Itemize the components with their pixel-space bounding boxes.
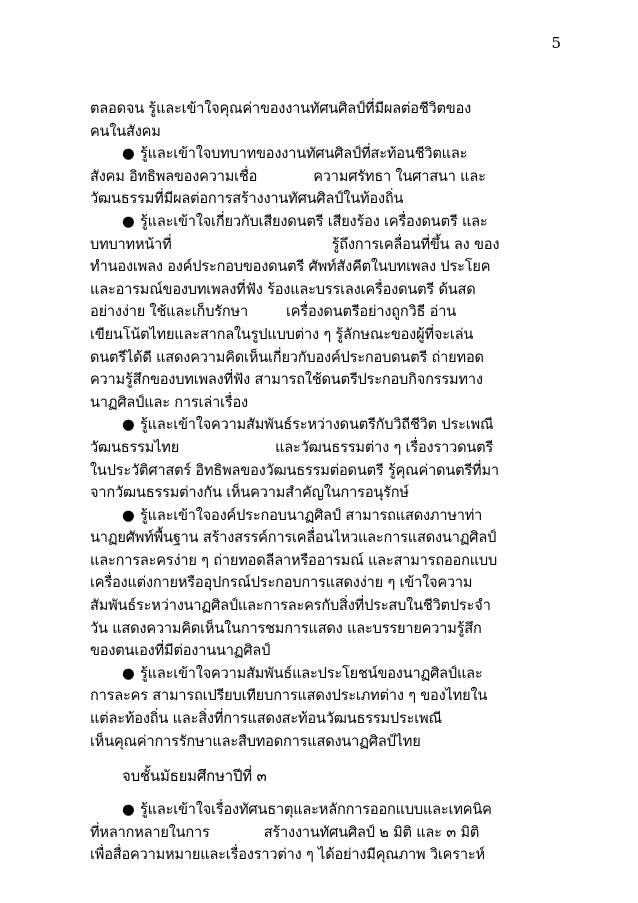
text-line: เห็นคุณค่าการรักษาและสืบทอดการแสดงนาฏศิลป์ไทย — [90, 732, 421, 750]
text-line-split — [90, 301, 558, 324]
text-line: การละคร สามารถเปรียบเทียบการแสดงประเภทต่าง ๆ ของไทยใน — [90, 687, 488, 705]
text-line: จากวัฒนธรรมต่างกัน เห็นความสำคัญในการอนุรักษ์ — [90, 484, 409, 502]
text-line-split — [90, 822, 558, 845]
text-line: คนในสังคม — [90, 122, 161, 140]
text-line: สัมพันธ์ระหว่างนาฏศิลป์และการละครกับสิ่งที่ประสบในชีวิตประจำ — [90, 597, 491, 615]
text-line: รู้และเข้าใจเรื่องทัศนธาตุและหลักการออกแบบและเทคนิค — [140, 801, 492, 819]
document-body — [90, 98, 558, 867]
text-segment: สังคม อิทธิพลของความเชื่อ — [90, 167, 258, 185]
text-segment: บทบาทหน้าที่ — [90, 235, 172, 253]
text-line: และการละครง่าย ๆ ถ่ายทอดลีลาหรืออารมณ์ และสามารถออกแบบ — [90, 551, 498, 569]
text-line: ความรู้สึกของบทเพลงที่ฟัง สามารถใช้ดนตรีประกอบกิจกรรมทาง — [90, 371, 483, 389]
text-line: เขียนโน้ตไทยและสากลในรูปแบบต่าง ๆ รู้ลักษณะของผู้ที่จะเล่น — [90, 325, 474, 343]
bullet-icon: ● — [122, 664, 135, 682]
text-line: นาฏศิลป์และ การเล่าเรื่อง — [90, 393, 248, 411]
text-line: เพื่อสื่อความหมายและเรื่องราวต่าง ๆ ได้อย่างมีคุณภาพ วิเคราะห์ — [90, 846, 485, 864]
text-segment: รู้ถึงการเคลื่อนที่ขึ้น ลง ของ — [331, 235, 500, 253]
bullet-item-music-culture — [90, 414, 558, 437]
bullet-item-dance-elements — [90, 505, 558, 528]
text-line: และอารมณ์ของบทเพลงที่ฟัง ร้องและบรรเลงเครื่องดนตรี ด้นสด — [90, 280, 476, 298]
text-line: รู้และเข้าใจเกี่ยวกับเสียงดนตรี เสียงร้อง เครื่องดนตรี และ — [140, 212, 488, 230]
bullet-item-visual-art-roles — [90, 143, 558, 166]
bullet-icon: ● — [122, 506, 135, 524]
bullet-item-visual-elements — [90, 799, 558, 822]
text-line: ตลอดจน รู้และเข้าใจคุณค่าของงานทัศนศิลป์ที่มีผลต่อชีวิตของ — [90, 100, 472, 117]
text-segment: ความศรัทธา ในศาสนา และ — [313, 167, 486, 185]
text-line: ของตนเองที่มีต่องานนาฏศิลป์ — [90, 642, 271, 660]
bullet-item-music — [90, 211, 558, 234]
text-line: วัฒนธรรมที่มีผลต่อการสร้างงานทัศนศิลป์ในท้องถิ่น — [90, 190, 404, 208]
text-line: รู้และเข้าใจความสัมพันธ์และประโยชน์ของนาฏศิลป์และ — [140, 664, 483, 682]
text-line: รู้และเข้าใจองค์ประกอบนาฏศิลป์ สามารถแสดงภาษาท่า — [140, 506, 483, 524]
text-line: แต่ละท้องถิ่น และสิ่งที่การแสดงสะท้อนวัฒนธรรมประเพณี — [90, 710, 442, 728]
text-line: ในประวัติศาสตร์ อิทธิพลของวัฒนธรรมต่อดนตรี รู้คุณค่าดนตรีที่มา — [90, 461, 499, 479]
text-line: นาฏยศัพท์พื้นฐาน สร้างสรรค์การเคลื่อนไหวและการแสดงนาฏศิลป์ — [90, 529, 497, 547]
text-segment: เครื่องดนตรีอย่างถูกวิธี อ่าน — [285, 303, 456, 321]
page-number: 5 — [551, 34, 561, 52]
bullet-icon: ● — [122, 145, 135, 163]
text-line-split — [90, 166, 558, 189]
text-line-split — [90, 234, 558, 257]
text-line: รู้และเข้าใจบทบาทของงานทัศนศิลป์ที่สะท้อนชีวิตและ — [140, 145, 468, 163]
text-segment: สร้างงานทัศนศิลป์ ๒ มิติ และ ๓ มิติ — [263, 823, 480, 841]
text-segment: และวัฒนธรรมต่าง ๆ เรื่องราวดนตรี — [275, 438, 494, 456]
text-segment: ที่หลากหลายในการ — [90, 823, 210, 841]
text-line: ดนตรีได้ดี แสดงความคิดเห็นเกี่ยวกับองค์ประกอบดนตรี ถ่ายทอด — [90, 348, 484, 366]
text-line: ทำนองเพลง องค์ประกอบของดนตรี ศัพท์สังคีตในบทเพลง ประโยค — [90, 258, 491, 276]
text-line-split — [90, 437, 558, 460]
section-heading: จบชั้นมัธยมศึกษาปีที่ ๓ — [122, 767, 267, 786]
text-segment: อย่างง่าย ใช้และเก็บรักษา — [90, 303, 248, 321]
text-segment: วัฒนธรรมไทย — [90, 438, 180, 456]
text-line: วัน แสดงความคิดเห็นในการชมการแสดง และบรรยายความรู้สึก — [90, 619, 482, 637]
text-line: รู้และเข้าใจความสัมพันธ์ระหว่างดนตรีกับวิถีชีวิต ประเพณี — [140, 416, 494, 434]
bullet-icon: ● — [122, 212, 135, 230]
text-line: เครื่องแต่งกายหรืออุปกรณ์ประกอบการแสดงง่าย ๆ เข้าใจความ — [90, 574, 473, 592]
bullet-icon: ● — [122, 801, 135, 819]
bullet-item-dance-relations — [90, 663, 558, 686]
bullet-icon: ● — [122, 416, 135, 434]
